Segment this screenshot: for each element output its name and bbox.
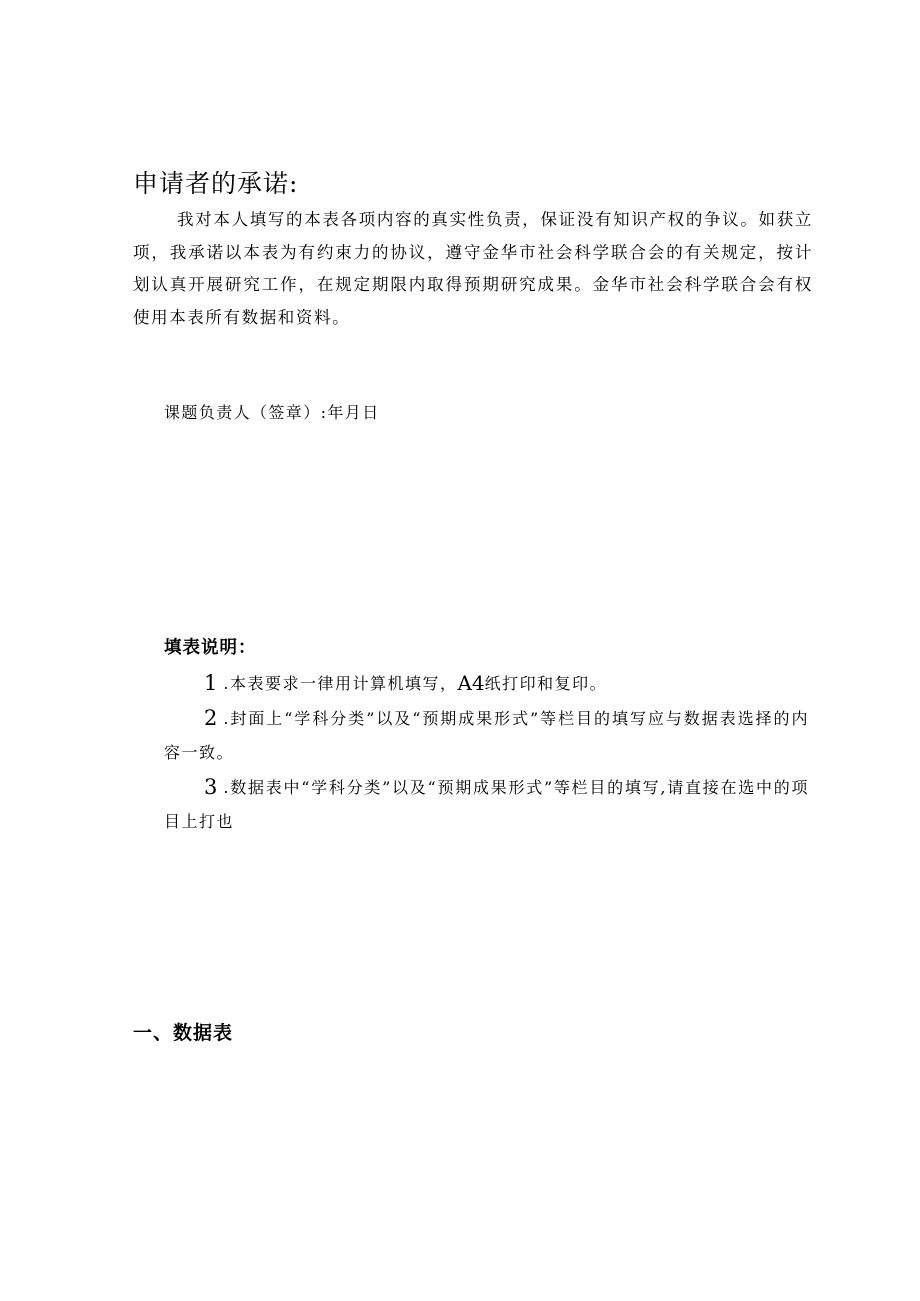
instruction-text: .数据表中“学科分类”以及“预期成果形式”等栏目的填写,请直接在选中的项目上打也 bbox=[164, 778, 809, 831]
instruction-number: 1 bbox=[204, 671, 218, 695]
instruction-text: .本表要求一律用计算机填写， bbox=[223, 674, 458, 693]
instruction-item bbox=[164, 770, 809, 839]
section-heading: 一、数据表 bbox=[133, 1022, 234, 1044]
instruction-item bbox=[164, 666, 809, 701]
signature-line: 课题负责人（签章）:年月日 bbox=[164, 403, 380, 422]
instruction-number: 3 bbox=[204, 775, 218, 799]
instruction-text: 纸打印和复印。 bbox=[484, 674, 608, 693]
instruction-item bbox=[164, 701, 809, 770]
pledge-body: 我对本人填写的本表各项内容的真实性负责，保证没有知识产权的争议。如获立项，我承诺以本表为有约束力的协议，遵守金华市社会科学联合会的有关规定，按计划认真开展研究工作，在规定期限内取得预期研究成果。金华市社会科学联合会有权使用本表所有数据和资料。 bbox=[133, 210, 813, 328]
instruction-text: .封面上“学科分类”以及“预期成果形式”等栏目的填写应与数据表选择的内容一致。 bbox=[164, 709, 809, 762]
pledge-title: 申请者的承诺: bbox=[133, 169, 299, 198]
instruction-number: 2 bbox=[204, 706, 218, 730]
instruction-paper-size: A4 bbox=[457, 671, 485, 695]
instructions-title: 填表说明： bbox=[164, 638, 257, 658]
